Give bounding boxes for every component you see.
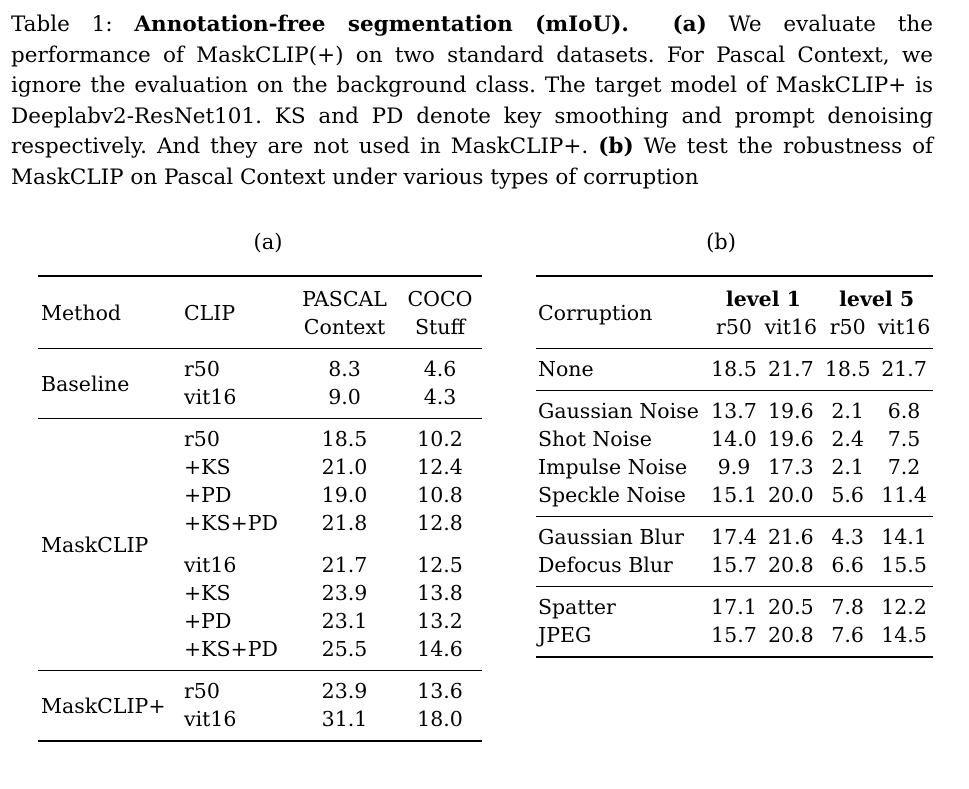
value-cell: 20.5 — [768, 595, 814, 619]
value-cell: 6.6 — [820, 551, 875, 587]
value-cell: 14.5 — [875, 621, 933, 657]
pascal-cell: 21.7 — [321, 553, 368, 577]
header-pascal-line2: Context — [291, 313, 398, 349]
table-row — [536, 587, 933, 622]
header-l5-r50: r50 — [820, 313, 875, 349]
header-coco-line2: Stuff — [398, 313, 482, 349]
value-cell: 21.6 — [768, 525, 814, 549]
clip-cell: +KS+PD — [184, 511, 278, 535]
value-cell: 21.7 — [875, 349, 933, 391]
corruption-name: Spatter — [538, 595, 616, 619]
coco-cell: 13.2 — [417, 609, 463, 633]
header-coco-line1: COCO — [398, 276, 482, 313]
table-row — [536, 517, 933, 552]
method-cell: Baseline — [38, 349, 181, 419]
corruption-name: Speckle Noise — [536, 481, 707, 517]
clip-cell: r50 — [184, 357, 220, 381]
pascal-cell: 21.8 — [321, 511, 368, 535]
group-maskclip-plus — [38, 671, 482, 742]
header-corruption: Corruption — [536, 276, 707, 349]
value-cell: 20.0 — [761, 481, 820, 517]
clip-cell: vit16 — [184, 553, 237, 577]
method-cell: MaskCLIP — [38, 419, 181, 671]
corruption-name: None — [536, 349, 707, 391]
header-level-5: level 5 — [820, 276, 933, 313]
value-cell: 21.7 — [761, 349, 820, 391]
value-cell: 14.0 — [711, 427, 757, 451]
value-cell: 7.6 — [820, 621, 875, 657]
clip-cell: +KS — [184, 581, 231, 605]
subtable-b-label: (b) — [706, 230, 736, 254]
coco-cell: 4.3 — [398, 383, 482, 419]
value-cell: 19.6 — [768, 427, 814, 451]
table-row — [536, 481, 933, 517]
caption-b-tag: (b) — [598, 134, 634, 160]
value-cell: 19.6 — [768, 399, 814, 423]
value-cell: 2.4 — [831, 427, 864, 451]
coco-cell: 10.2 — [417, 427, 463, 451]
clip-cell: vit16 — [181, 383, 291, 419]
pascal-cell: 21.0 — [321, 455, 368, 479]
pascal-cell: 23.9 — [321, 581, 368, 605]
caption-title: Annotation-free segmentation (mIoU). — [134, 12, 629, 37]
value-cell: 11.4 — [875, 481, 933, 517]
value-cell: 18.5 — [707, 349, 762, 391]
value-cell: 2.1 — [831, 399, 864, 423]
value-cell: 7.2 — [887, 455, 921, 479]
group-baseline — [38, 349, 482, 419]
pascal-cell: 8.3 — [328, 357, 361, 381]
coco-cell: 13.8 — [417, 581, 463, 605]
clip-cell: +PD — [184, 609, 232, 633]
corruption-name: Gaussian Blur — [538, 525, 684, 549]
table-row — [536, 453, 933, 481]
table-caption — [11, 10, 933, 194]
value-cell: 13.7 — [711, 399, 757, 423]
coco-cell: 12.8 — [417, 511, 463, 535]
caption-a-text: We evaluate the performance of MaskCLIP(+) on two standard datasets. For Pascal Context, we ignore the evaluation on the background class. The target model of MaskCLIP+ is Deeplabv2-ResNet101. KS and PD denote key smoothing and prompt denoising respectively. And they are not used in MaskCLIP+. — [11, 12, 934, 160]
coco-cell: 18.0 — [398, 705, 482, 741]
table-row — [536, 425, 933, 453]
value-cell: 20.8 — [761, 621, 820, 657]
pascal-cell: 25.5 — [291, 635, 398, 671]
value-cell: 17.1 — [711, 595, 757, 619]
value-cell: 12.2 — [881, 595, 927, 619]
coco-cell: 14.6 — [398, 635, 482, 671]
pascal-cell: 31.1 — [291, 705, 398, 741]
value-cell: 9.9 — [717, 455, 751, 479]
coco-cell: 4.6 — [423, 357, 457, 381]
subtable-a-label: (a) — [253, 230, 283, 254]
value-cell: 20.8 — [761, 551, 820, 587]
header-method: Method — [38, 276, 181, 349]
value-cell: 17.4 — [711, 525, 757, 549]
value-cell: 18.5 — [820, 349, 875, 391]
corruption-name: Gaussian Noise — [538, 399, 699, 423]
method-cell: MaskCLIP+ — [38, 671, 181, 742]
coco-cell: 12.4 — [417, 455, 463, 479]
caption-b-text: We test the robustness of MaskCLIP on Pascal Context under various types of corruption — [11, 134, 934, 190]
coco-cell: 13.6 — [417, 679, 463, 703]
clip-cell: r50 — [184, 679, 220, 703]
value-cell: 15.7 — [707, 621, 762, 657]
table-row — [536, 349, 933, 391]
pascal-cell: 19.0 — [321, 483, 368, 507]
value-cell: 14.1 — [881, 525, 927, 549]
corruption-name: Defocus Blur — [536, 551, 707, 587]
table-a — [38, 275, 482, 742]
header-clip: CLIP — [181, 276, 291, 349]
coco-cell: 12.5 — [417, 553, 463, 577]
table-a-header-row-1 — [38, 276, 482, 313]
caption-lead: Table 1: — [11, 12, 113, 37]
value-cell: 2.1 — [831, 455, 864, 479]
value-cell: 17.3 — [768, 455, 814, 479]
table-b — [536, 275, 933, 658]
table-row — [38, 671, 482, 706]
corruption-name: Shot Noise — [538, 427, 652, 451]
table-row — [536, 551, 933, 587]
table-b-header-row-1 — [536, 276, 933, 313]
value-cell: 15.7 — [707, 551, 762, 587]
table-row — [38, 349, 482, 384]
clip-cell: +KS+PD — [181, 635, 291, 671]
clip-cell: r50 — [184, 427, 220, 451]
clip-cell: vit16 — [181, 705, 291, 741]
value-cell: 5.6 — [820, 481, 875, 517]
clip-cell: +KS — [184, 455, 231, 479]
coco-cell: 10.8 — [417, 483, 463, 507]
pascal-cell: 23.9 — [321, 679, 368, 703]
caption-a-tag: (a) — [672, 12, 707, 37]
pascal-cell: 9.0 — [291, 383, 398, 419]
group-maskclip — [38, 419, 482, 671]
table-row — [38, 419, 482, 454]
header-pascal-line1: PASCAL — [291, 276, 398, 313]
value-cell: 15.1 — [707, 481, 762, 517]
corruption-name: JPEG — [536, 621, 707, 657]
pascal-cell: 23.1 — [321, 609, 368, 633]
header-level-1: level 1 — [707, 276, 821, 313]
header-l5-vit16: vit16 — [875, 313, 933, 349]
table-row — [536, 391, 933, 426]
header-l1-r50: r50 — [707, 313, 762, 349]
pascal-cell: 18.5 — [321, 427, 368, 451]
value-cell: 7.8 — [831, 595, 864, 619]
value-cell: 6.8 — [887, 399, 921, 423]
value-cell: 7.5 — [887, 427, 921, 451]
clip-cell: +PD — [184, 483, 232, 507]
corruption-name: Impulse Noise — [538, 455, 688, 479]
value-cell: 15.5 — [875, 551, 933, 587]
header-l1-vit16: vit16 — [761, 313, 820, 349]
table-row — [536, 621, 933, 657]
value-cell: 4.3 — [831, 525, 864, 549]
